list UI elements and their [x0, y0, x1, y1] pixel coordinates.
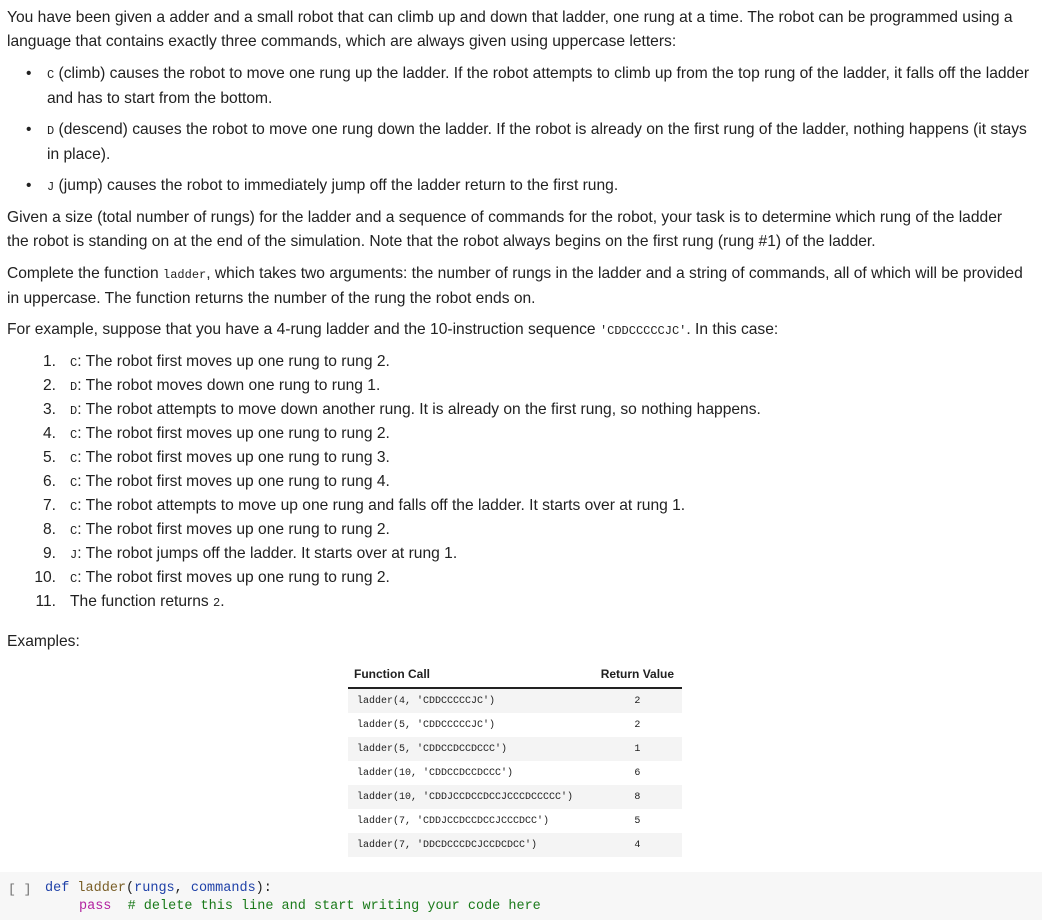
function-name-code: ladder — [163, 268, 207, 282]
table-row — [348, 737, 682, 761]
command-code: D — [47, 124, 55, 138]
function-call-cell: ladder(10, 'CDDJCCDCCDCCJCCCDCCCCC') — [348, 785, 593, 809]
step-item: 2. D: The robot moves down one rung to rung 1. — [42, 377, 381, 394]
code-cell[interactable] — [0, 872, 1042, 920]
step-item: 10. C: The robot first moves up one rung to rung 2. — [34, 569, 390, 586]
task-paragraph: Given a size (total number of rungs) for the ladder and a sequence of commands for the robot, your task is to determine which rung of the ladder the robot is standing on at the end of the simulation. Note that the robot always begins on the first rung (rung #1) of the ladder. — [7, 209, 1003, 250]
table-row — [348, 785, 682, 809]
table-row — [348, 833, 682, 857]
step-item: 1. C: The robot first moves up one rung to rung 2. — [42, 353, 390, 370]
step-item: 3. D: The robot attempts to move down another rung. It is already on the first rung, so nothing happens. — [42, 401, 761, 418]
return-value-cell: 4 — [593, 833, 682, 857]
table-row — [348, 688, 682, 713]
step-item: 5. C: The robot first moves up one rung to rung 3. — [42, 449, 390, 466]
function-call-cell: ladder(7, 'DDCDCCCDCJCCDCDCC') — [348, 833, 593, 857]
examples-table — [348, 663, 682, 857]
function-call-cell: ladder(5, 'CDDCCDCCDCCC') — [348, 737, 593, 761]
step-item: 8. C: The robot first moves up one rung to rung 2. — [42, 521, 390, 538]
column-header-function-call: Function Call — [348, 663, 593, 688]
command-list — [0, 118, 1040, 167]
intro-paragraph: You have been given a adder and a small robot that can climb up and down that ladder, one rung at a time. The robot can be programmed using a language that contains exactly three commands, which are always given using uppercase letters: — [7, 9, 1013, 50]
table-row — [348, 761, 682, 785]
command-item-jump: • J (jump) causes the robot to immediately jump off the ladder return to the first rung. — [26, 177, 619, 194]
step-item: 11. The function returns 2. — [35, 593, 225, 610]
step-item: 6. C: The robot first moves up one rung to rung 4. — [42, 473, 390, 490]
return-value-cell: 6 — [634, 767, 641, 779]
examples-heading: Examples: — [7, 633, 80, 650]
code-line-pass[interactable]: pass # delete this line and start writing your code here — [79, 899, 541, 914]
step-item: 4. C: The robot first moves up one rung to rung 2. — [42, 425, 390, 442]
complete-paragraph: Complete the function ladder, which takes two arguments: the number of rungs in the ladder and a string of commands, all of which will be provided in uppercase. The function returns the number of the rung the robot ends on. — [7, 265, 1023, 307]
table-row — [348, 713, 682, 737]
return-value-cell: 5 — [634, 815, 641, 827]
example-sequence-code: 'CDDCCCCCJC' — [599, 324, 687, 338]
step-item: 9. J: The robot jumps off the ladder. It starts over at rung 1. — [42, 545, 458, 562]
command-item-descend: • D (descend) causes the robot to move one rung down the ladder. If the robot is already on the first rung of the ladder, nothing happens (it stays in place). — [26, 121, 1027, 163]
column-header-return-value: Return Value — [593, 663, 682, 688]
command-code: C — [47, 68, 55, 82]
function-call-cell: ladder(5, 'CDDCCCCCJC') — [357, 719, 496, 731]
return-value-cell: 2 — [634, 719, 641, 731]
return-value-cell: 1 — [593, 737, 682, 761]
return-value-cell: 8 — [593, 785, 682, 809]
function-call-cell: ladder(10, 'CDDCCDCCDCCC') — [357, 767, 514, 779]
code-line-def[interactable]: def ladder(rungs, commands): — [45, 881, 272, 896]
step-list — [0, 350, 761, 614]
step-item: 7. C: The robot attempts to move up one rung and falls off the ladder. It starts over at rung 1. — [42, 497, 686, 514]
table-row — [348, 809, 682, 833]
table-header-row — [348, 663, 682, 688]
command-list — [0, 62, 1040, 111]
function-call-cell: ladder(7, 'CDDJCCDCCDCCJCCCDCC') — [357, 815, 550, 827]
command-list — [0, 174, 1040, 199]
example-paragraph: For example, suppose that you have a 4-rung ladder and the 10-instruction sequence 'CDDCCCCCJC'. In this case: — [7, 321, 779, 338]
run-cell-button[interactable]: [ ] — [8, 882, 32, 897]
return-value-cell: 2 — [593, 688, 682, 713]
command-code: J — [47, 180, 55, 194]
command-item-climb: • C (climb) causes the robot to move one rung up the ladder. If the robot attempts to climb up from the top rung of the ladder, it falls off the ladder and has to start from the bottom. — [26, 65, 1030, 107]
function-call-cell: ladder(4, 'CDDCCCCCJC') — [348, 688, 593, 713]
